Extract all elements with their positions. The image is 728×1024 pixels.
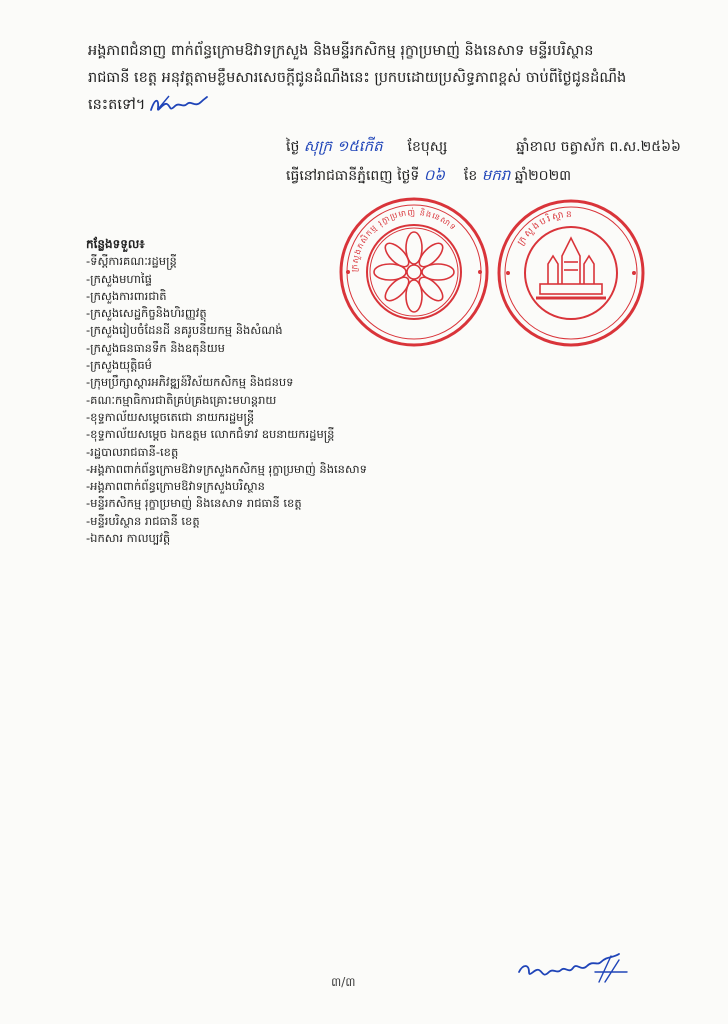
- recipient-item: -អង្គភាពពាក់ព័ន្ធក្រោមឱវាទក្រសួងកសិកម្ម រុក្ខាប្រមាញ់ និងនេសាទ: [86, 461, 367, 476]
- body-line-last: [88, 92, 688, 119]
- recipient-item: -ក្រសួងធនធានទឹក និងឧតុនិយម: [86, 340, 225, 355]
- recipient-item: -ក្រសួងសេដ្ឋកិច្ចនិងហិរញ្ញវត្ថុ: [86, 306, 207, 321]
- recipient-item: -ក្រសួងយុត្តិធម៌: [86, 358, 152, 373]
- body-line: រាជធានី ខេត្ត អនុវត្តតាមខ្លឹមសារសេចក្តីជូនដំណឹងនេះ ប្រកបដោយប្រសិទ្ធភាពខ្ពស់ ចាប់ពីថ្ងៃជូនដំណឹង: [88, 70, 627, 86]
- recipient-item: -អង្គភាពពាក់ព័ន្ធក្រោមឱវាទក្រសួងបរិស្ថាន: [86, 479, 265, 494]
- solar-day-handwritten: ០៦: [423, 166, 446, 184]
- body-line-text: នេះតទៅ។: [88, 97, 146, 113]
- recipient-item: -ទីស្ដីការគណៈរដ្ឋមន្ត្រី: [86, 254, 177, 269]
- body-line: អង្គភាពជំនាញ ពាក់ព័ន្ធក្រោមឱវាទក្រសួង និងមន្ទីរកសិកម្ម រុក្ខាប្រមាញ់ និងនេសាទ មន្ទីរបរិស្ថាន: [88, 43, 594, 59]
- recipient-item: -មន្ទីរកសិកម្ម រុក្ខាប្រមាញ់ និងនេសាទ រាជធានី ខេត្ត: [86, 496, 302, 511]
- recipient-item: -ក្រសួងរៀបចំដែនដី នគរូបនីយកម្ម និងសំណង់: [86, 323, 283, 338]
- svg-text:ក្រសួងបរិស្ថាន: [516, 210, 574, 248]
- signature-icon: [515, 952, 635, 988]
- lunar-month-label: ខែបុស្ស: [407, 139, 448, 155]
- solar-date-row: [286, 161, 706, 190]
- recipient-item: -ក្រុមប្រឹក្សាស្ដារអភិវឌ្ឍន៍វិស័យកសិកម្ម និងជនបទ: [86, 375, 294, 390]
- recipients-list: [86, 236, 416, 547]
- recipient-item: -មន្ទីរបរិស្ថាន រាជធានី ខេត្ត: [86, 513, 200, 528]
- date-block: [286, 132, 706, 190]
- recipient-item: -គណៈកម្មាធិការជាតិគ្រប់គ្រងគ្រោះមហន្តរាយ: [86, 392, 277, 407]
- initial-signature-icon: [149, 94, 209, 116]
- lunar-day-handwritten: សុក្រ ១៥កើត: [303, 137, 383, 155]
- recipient-item: -ខុទ្ទកាល័យសម្ដេចតេជោ នាយករដ្ឋមន្ត្រី: [86, 409, 255, 424]
- recipient-item: -រដ្ឋបាលរាជធានី-ខេត្ត: [86, 444, 179, 459]
- page-number: ៣/៣: [331, 975, 356, 989]
- right-seal-ring-text: ក្រសួងបរិស្ថាន: [515, 209, 574, 248]
- body-paragraph: [88, 38, 688, 119]
- recipient-item: -ឯកសារ កាលប្បវត្តិ: [86, 531, 171, 546]
- lunar-year-text: ឆ្នាំខាល ចត្វាស័ក ព.ស.២៥៦៦: [516, 139, 681, 155]
- recipient-item: -ក្រសួងការពារជាតិ: [86, 288, 167, 303]
- recipient-item: -ខុទ្ទកាល័យសម្ដេច ឯកឧត្តម លោកជំទាវ ឧបនាយករដ្ឋមន្ត្រី: [86, 427, 335, 442]
- solar-year-text: ឆ្នាំ២០២៣: [514, 168, 572, 184]
- left-seal-ring-text: ក្រសួងកសិកម្ម រុក្ខាប្រមាញ់ និងនេសាទ: [349, 207, 459, 273]
- solar-month-label: ខែ: [463, 168, 478, 184]
- lunar-day-label: ថ្ងៃ: [286, 139, 300, 155]
- lunar-date-row: [286, 132, 706, 161]
- solar-month-handwritten: មករា: [481, 166, 511, 184]
- recipient-item: -ក្រសួងមហាផ្ទៃ: [86, 271, 152, 286]
- ministry-environment-seal-icon: [496, 198, 646, 348]
- recipients-heading: កន្លែងទទួល៖: [86, 237, 145, 251]
- solar-date-prefix: ធ្វើនៅរាជធានីភ្នំពេញ ថ្ងៃទី: [286, 168, 420, 184]
